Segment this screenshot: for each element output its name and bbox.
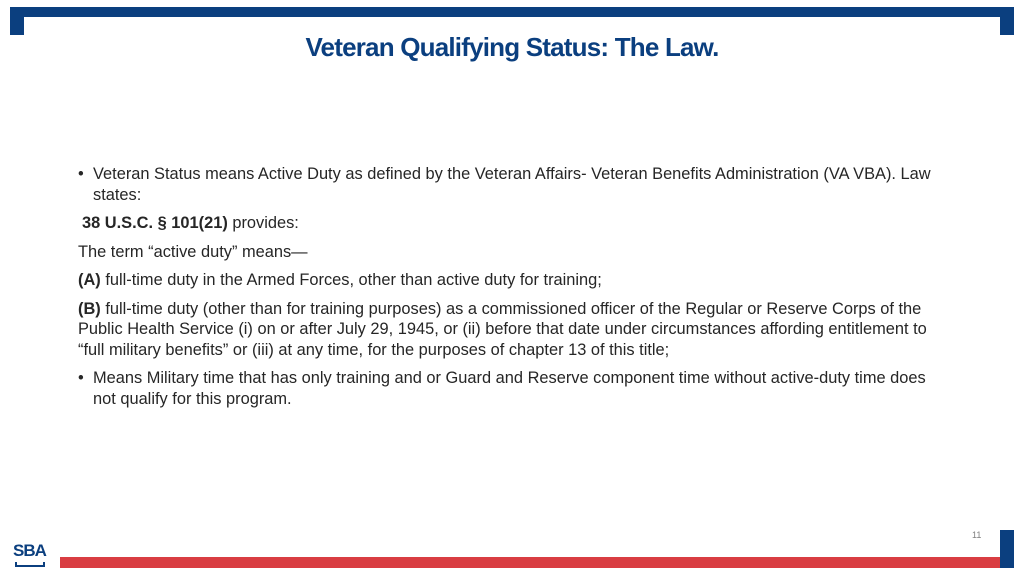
clause-b [78, 299, 948, 361]
bottom-right-accent [1000, 530, 1014, 568]
clause-a [78, 270, 948, 291]
slide-title: Veteran Qualifying Status: The Law. [305, 32, 719, 62]
clause-b-label: (B) [78, 299, 101, 318]
clause-a-text: full-time duty in the Armed Forces, other than active duty for training; [100, 271, 602, 289]
top-left-accent [10, 7, 24, 35]
page-number: 11 [972, 530, 982, 540]
sba-logo [12, 542, 52, 572]
sba-logo-mark [15, 562, 45, 567]
bottom-decorative-bar [60, 557, 1014, 568]
citation-rest: provides: [227, 214, 299, 232]
term-definition-line: The term “active duty” means— [78, 242, 308, 261]
top-decorative-bar [10, 7, 1014, 17]
citation-line [78, 213, 948, 234]
clause-b-text: full-time duty (other than for training purposes) as a commissioned officer of the Regular or Reserve Corps of the Public Health Service (i) on or after July 29, 1945, or (ii) before that date under circumstances affording entitlement to “full military benefits” or (iii) at any time, for the purposes of chapter 13 of this title; [78, 299, 927, 359]
bullet-veteran-status: • Veteran Status means Active Duty as defined by the Veteran Affairs- Veteran Benefits Administration (VA VBA). Law states: [78, 164, 948, 205]
clause-a-label: (A) [78, 271, 101, 289]
bullet-military-time: • Means Military time that has only training and or Guard and Reserve component time without active-duty time does not qualify for this program. [78, 368, 948, 409]
citation-bold: 38 U.S.C. § 101(21) [82, 214, 228, 232]
sba-logo-text: SBA [13, 541, 46, 560]
top-right-accent [1000, 7, 1014, 35]
slide-body [78, 164, 948, 409]
